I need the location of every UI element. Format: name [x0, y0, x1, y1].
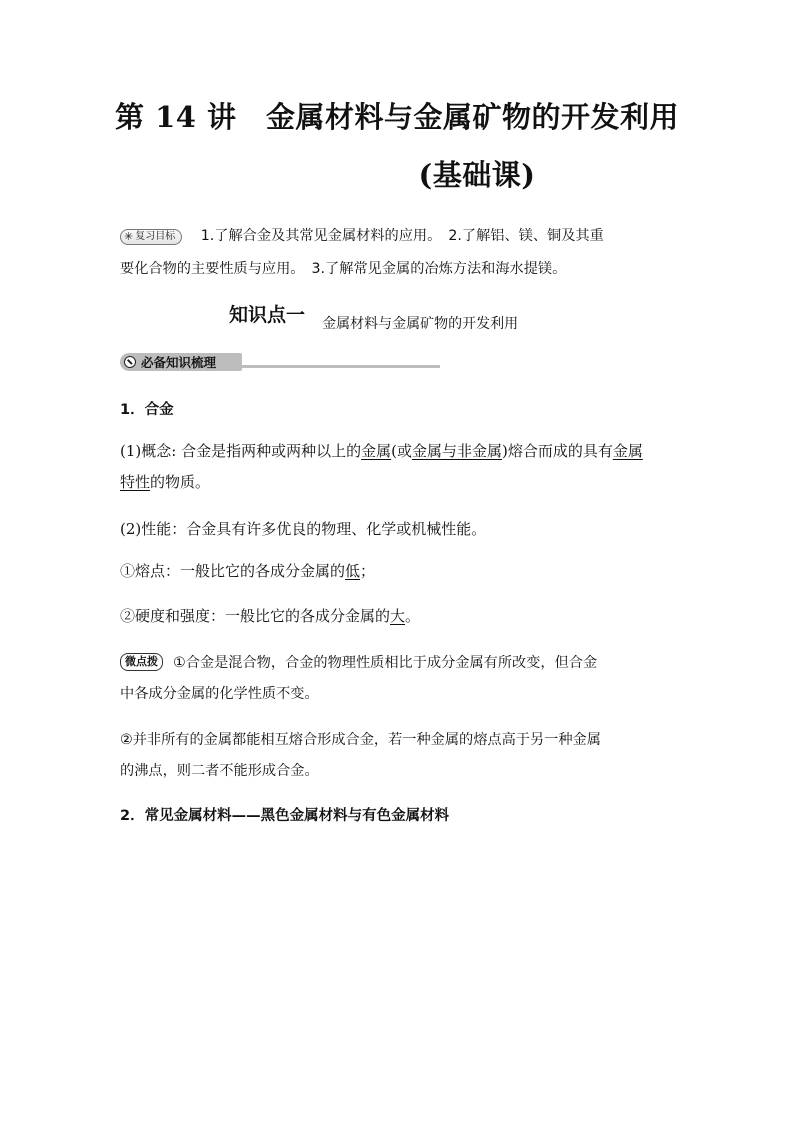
tip-1-line-2: 中各成分金属的化学性质不变。: [120, 686, 319, 702]
page-subtitle: (基础课): [418, 158, 536, 192]
concept-line-1: (1)概念: 合金是指两种或两种以上的金属(或金属与非金属)熔合而成的具有金属: [120, 442, 643, 460]
performance-text: (2)性能：合金具有许多优良的物理、化学或机械性能。: [120, 520, 487, 538]
tip-2-line-2: 的沸点，则二者不能形成合金。: [120, 763, 319, 779]
knowledge-point-subtitle: 金属材料与金属矿物的开发利用: [322, 316, 519, 332]
melting-point-text: ①熔点：一般比它的各成分金属的低；: [120, 562, 376, 580]
no-entry-icon: [124, 356, 136, 368]
section-2-heading: 2．常见金属材料——黑色金属材料与有色金属材料: [120, 808, 450, 824]
hardness-text: ②硬度和强度：一般比它的各成分金属的大。: [120, 607, 421, 625]
objectives-badge: ✳ 复习目标: [120, 229, 182, 245]
section-tab: [120, 353, 440, 373]
section-divider: [240, 365, 440, 368]
objectives-line-1: ✳ 复习目标 1.了解合金及其常见金属材料的应用。 2.了解铝、镁、铜及其重: [120, 226, 604, 246]
knowledge-point-heading: 知识点一: [229, 304, 306, 326]
tip-2-line-1: ②并非所有的金属都能相互熔合形成合金，若一种金属的熔点高于另一种金属: [120, 732, 601, 748]
concept-line-2: 特性的物质。: [120, 473, 211, 491]
section-1-heading: 1．合金: [120, 402, 174, 418]
star-icon: ✳: [124, 230, 134, 243]
section-tab-label: 必备知识梳理: [141, 355, 217, 370]
page-title: 第 14 讲 金属材料与金属矿物的开发利用: [114, 100, 680, 134]
tip-badge: 微点拨: [120, 653, 163, 671]
tip-1-line-1: 微点拨 ①合金是混合物，合金的物理性质相比于成分金属有所改变，但合金: [120, 653, 597, 673]
objectives-line-2: 要化合物的主要性质与应用。 3.了解常见金属的冶炼方法和海水提镁。: [120, 261, 567, 277]
knowledge-point-header: [229, 300, 518, 333]
